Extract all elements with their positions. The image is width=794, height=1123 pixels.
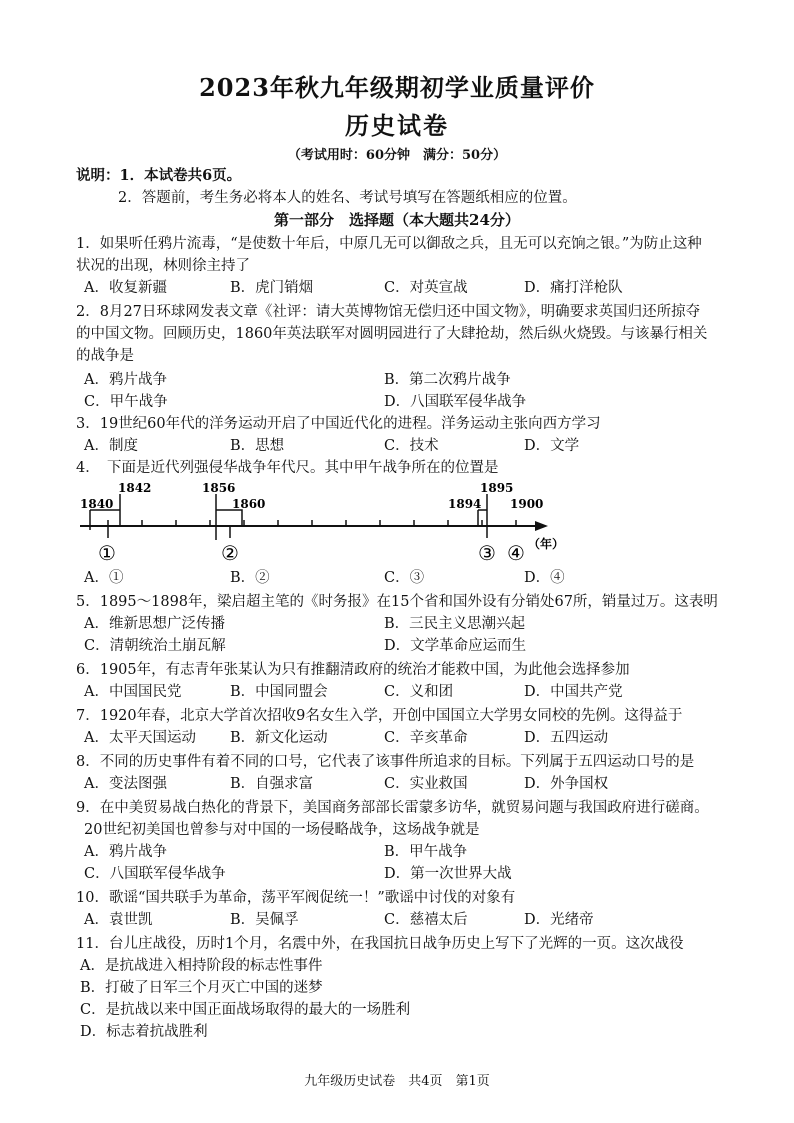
q5-option-b: B．三民主义思潮兴起 xyxy=(384,616,526,632)
exam-title: 2023年秋九年级期初学业质量评价 xyxy=(199,73,595,102)
q2-stem-2: 的中国文物。回顾历史，1860年英法联军对圆明园进行了大肆抢劫，然后纵火烧毁。与该暴行相关 xyxy=(76,326,708,342)
q3-stem-1: 3．19世纪60年代的洋务运动开启了中国近代化的进程。洋务运动主张向西方学习 xyxy=(76,416,601,432)
q5-option-c: C．清朝统治土崩瓦解 xyxy=(84,638,226,654)
marker-1: ① xyxy=(98,541,116,565)
q8-option-c: C．实业救国 xyxy=(384,776,468,792)
q10-option-c: C．慈禧太后 xyxy=(384,912,468,928)
q9-option-b: B．甲午战争 xyxy=(384,844,468,860)
q2-option-b: B．第二次鸦片战争 xyxy=(384,372,511,388)
q4-option-a: A．① xyxy=(84,570,124,586)
page-footer: 九年级历史试卷 共4页 第1页 xyxy=(304,1074,490,1089)
q1-option-a: A．收复新疆 xyxy=(84,280,167,296)
note-2: 2．答题前，考生务必将本人的姓名、考试号填写在答题纸相应的位置。 xyxy=(118,190,577,206)
exam-info: （考试用时：60分钟 满分：50分） xyxy=(287,148,507,163)
year-1856: 1856 xyxy=(202,481,236,495)
marker-3: ③ xyxy=(478,541,496,565)
q9-option-a: A．鸦片战争 xyxy=(84,844,167,860)
exam-subject: 历史试卷 xyxy=(345,111,449,140)
marker-4: ④ xyxy=(507,541,525,565)
q10-stem-1: 10．歌谣“国共联手为革命，荡平军阀促统一！”歌谣中讨伐的对象有 xyxy=(76,890,516,906)
q10-option-a: A．袁世凯 xyxy=(84,912,153,928)
q2-option-d: D．八国联军侵华战争 xyxy=(384,394,527,410)
q10-option-b: B．吴佩孚 xyxy=(230,912,299,928)
q5-option-a: A．维新思想广泛传播 xyxy=(84,616,225,632)
q7-option-a: A．太平天国运动 xyxy=(84,730,196,746)
q9-option-d: D．第一次世界大战 xyxy=(384,866,512,882)
q9-stem-2: 20世纪初美国也曾参与对中国的一场侵略战争，这场战争就是 xyxy=(84,822,480,838)
q3-option-c: C．技术 xyxy=(384,438,439,454)
q6-option-a: A．中国国民党 xyxy=(84,684,182,700)
q6-option-d: D．中国共产党 xyxy=(524,684,623,700)
q6-option-c: C．义和团 xyxy=(384,684,454,700)
year-1895: 1895 xyxy=(480,481,514,495)
q5-stem-1: 5．1895～1898年，梁启超主笔的《时务报》在15个省和国外设有分销处67所，销量过万。这表明 xyxy=(76,594,718,610)
year-1840: 1840 xyxy=(80,497,114,511)
q1-option-d: D．痛打洋枪队 xyxy=(524,280,623,296)
year-1900: 1900 xyxy=(510,497,544,511)
year-1842: 1842 xyxy=(118,481,152,495)
q4-stem-1: 4． 下面是近代列强侵华战争年代尺。其中甲午战争所在的位置是 xyxy=(76,460,499,476)
year-1894: 1894 xyxy=(448,497,482,511)
q11-option-b: B．打破了日军三个月灭亡中国的迷梦 xyxy=(80,980,323,996)
q11-option-a: A．是抗战进入相持阶段的标志性事件 xyxy=(80,958,323,974)
q6-option-b: B．中国同盟会 xyxy=(230,684,328,700)
war-timeline xyxy=(80,480,580,570)
q11-option-d: D．标志着抗战胜利 xyxy=(80,1024,208,1040)
q3-option-b: B．思想 xyxy=(230,438,285,454)
marker-2: ② xyxy=(221,541,239,565)
year-1860: 1860 xyxy=(232,497,266,511)
q7-option-d: D．五四运动 xyxy=(524,730,609,746)
q7-option-b: B．新文化运动 xyxy=(230,730,328,746)
q4-option-b: B．② xyxy=(230,570,270,586)
q4-option-c: C．③ xyxy=(384,570,425,586)
q6-stem-1: 6．1905年，有志青年张某认为只有推翻清政府的统治才能救中国，为此他会选择参加 xyxy=(76,662,630,678)
q11-stem-1: 11．台儿庄战役，历时1个月，名震中外，在我国抗日战争历史上写下了光辉的一页。这次战役 xyxy=(76,936,684,952)
q5-option-d: D．文学革命应运而生 xyxy=(384,638,527,654)
q1-option-c: C．对英宣战 xyxy=(384,280,468,296)
q7-stem-1: 7．1920年春，北京大学首次招收9名女生入学，开创中国国立大学男女同校的先例。这得益于 xyxy=(76,708,683,724)
q1-option-b: B．虎门销烟 xyxy=(230,280,314,296)
q8-option-a: A．变法图强 xyxy=(84,776,167,792)
q8-option-d: D．外争国权 xyxy=(524,776,609,792)
q3-option-a: A．制度 xyxy=(84,438,138,454)
note-1: 说明：1．本试卷共6页。 xyxy=(76,167,242,184)
q2-stem-3: 的战争是 xyxy=(76,348,134,364)
q11-option-c: C．是抗战以来中国正面战场取得的最大的一场胜利 xyxy=(80,1002,411,1018)
q3-option-d: D．文学 xyxy=(524,438,580,454)
q10-option-d: D．光绪帝 xyxy=(524,912,594,928)
q9-option-c: C．八国联军侵华战争 xyxy=(84,866,226,882)
q8-stem-1: 8．不同的历史事件有着不同的口号，它代表了该事件所追求的目标。下列属于五四运动口号的是 xyxy=(76,754,695,770)
q9-stem-1: 9．在中美贸易战白热化的背景下，美国商务部部长雷蒙多访华，就贸易问题与我国政府进行磋商。 xyxy=(76,800,709,816)
q1-stem-1: 1．如果听任鸦片流毒，“是使数十年后，中原几无可以御敌之兵，且无可以充饷之银。”为防止这种 xyxy=(76,236,702,252)
timeline-unit: （年） xyxy=(528,537,565,551)
section-heading: 第一部分 选择题（本大题共24分） xyxy=(274,211,520,229)
q2-stem-1: 2．8月27日环球网发表文章《社评：请大英博物馆无偿归还中国文物》，明确要求英国归还所掠夺 xyxy=(76,304,701,320)
q2-option-c: C．甲午战争 xyxy=(84,394,168,410)
q1-stem-2: 状况的出现，林则徐主持了 xyxy=(76,258,250,274)
q4-option-d: D．④ xyxy=(524,570,565,586)
q7-option-c: C．辛亥革命 xyxy=(384,730,468,746)
timeline-arrow xyxy=(535,521,548,531)
q2-option-a: A．鸦片战争 xyxy=(84,372,167,388)
q8-option-b: B．自强求富 xyxy=(230,776,314,792)
